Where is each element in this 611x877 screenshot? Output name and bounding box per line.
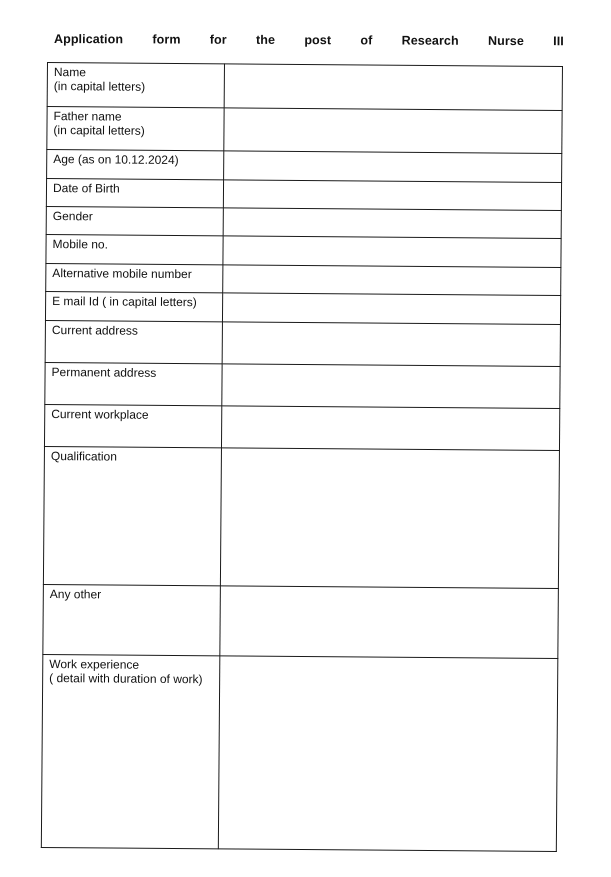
label-email — [45, 291, 222, 321]
label-age — [47, 150, 224, 180]
label-any-other — [43, 584, 221, 655]
email-field[interactable] — [222, 293, 560, 325]
gender-field[interactable] — [223, 208, 561, 239]
title-word: Research — [401, 33, 459, 48]
form-row-current-workplace — [44, 404, 559, 450]
form-table-wrapper — [41, 62, 567, 852]
qualification-field[interactable] — [220, 448, 559, 589]
form-row-work-experience — [41, 654, 557, 851]
form-row-name — [47, 63, 562, 111]
age-field[interactable] — [224, 151, 562, 183]
form-row-age — [47, 150, 562, 183]
form-row-father-name — [47, 107, 562, 154]
title-word: III — [553, 34, 564, 49]
any-other-field[interactable] — [220, 586, 559, 659]
label-name — [47, 63, 224, 108]
label-line: Gender — [52, 209, 93, 224]
work-experience-field[interactable] — [218, 656, 558, 852]
form-title — [54, 32, 564, 48]
label-line: Current address — [51, 323, 138, 338]
form-row-mobile — [46, 234, 561, 267]
form-row-current-address — [45, 320, 560, 366]
label-mobile — [46, 234, 223, 264]
label-line: ( detail with duration of work) — [49, 671, 203, 687]
form-row-qualification — [43, 446, 559, 588]
title-word: for — [209, 32, 227, 47]
form-row-gender — [46, 206, 561, 238]
permanent-address-field[interactable] — [222, 364, 560, 409]
label-line: Any other — [49, 587, 102, 602]
title-word: of — [360, 33, 373, 48]
label-line: Date of Birth — [52, 181, 120, 196]
label-alt-mobile — [46, 263, 223, 292]
dob-field[interactable] — [223, 180, 561, 211]
label-gender — [46, 206, 223, 235]
label-line: Current workplace — [51, 407, 149, 422]
label-line: Mobile no. — [52, 237, 108, 252]
label-dob — [46, 179, 223, 208]
label-line: Qualification — [50, 449, 118, 464]
form-row-dob — [46, 179, 561, 211]
label-line: (in capital letters) — [53, 123, 145, 138]
label-line: Father name — [53, 109, 122, 124]
form-row-email — [45, 291, 560, 324]
current-workplace-field[interactable] — [221, 406, 559, 451]
title-word: Application — [53, 32, 124, 47]
title-word: form — [152, 32, 181, 47]
label-permanent-address — [45, 362, 222, 405]
label-line: Name — [53, 65, 86, 80]
form-row-alt-mobile — [46, 263, 561, 295]
current-address-field[interactable] — [222, 322, 560, 367]
label-father-name — [47, 107, 224, 151]
form-row-any-other — [43, 584, 559, 658]
label-current-address — [45, 320, 222, 363]
label-line: E mail Id ( in capital letters) — [52, 294, 197, 310]
label-line: Alternative mobile number — [52, 266, 192, 282]
alt-mobile-field[interactable] — [223, 265, 561, 296]
label-current-workplace — [44, 404, 221, 447]
mobile-field[interactable] — [223, 236, 561, 268]
name-field[interactable] — [224, 64, 562, 111]
label-qualification — [43, 446, 221, 585]
label-line: (in capital letters) — [53, 79, 146, 94]
title-word: the — [255, 32, 276, 47]
form-row-permanent-address — [45, 362, 560, 408]
label-line: Permanent address — [51, 365, 157, 380]
title-word: post — [304, 33, 332, 48]
label-work-experience — [41, 654, 220, 848]
father-name-field[interactable] — [224, 108, 562, 154]
label-line: Age (as on 10.12.2024) — [53, 152, 179, 168]
title-word: Nurse — [487, 33, 524, 49]
application-form-table — [41, 62, 563, 852]
label-line: Work experience — [49, 657, 140, 672]
